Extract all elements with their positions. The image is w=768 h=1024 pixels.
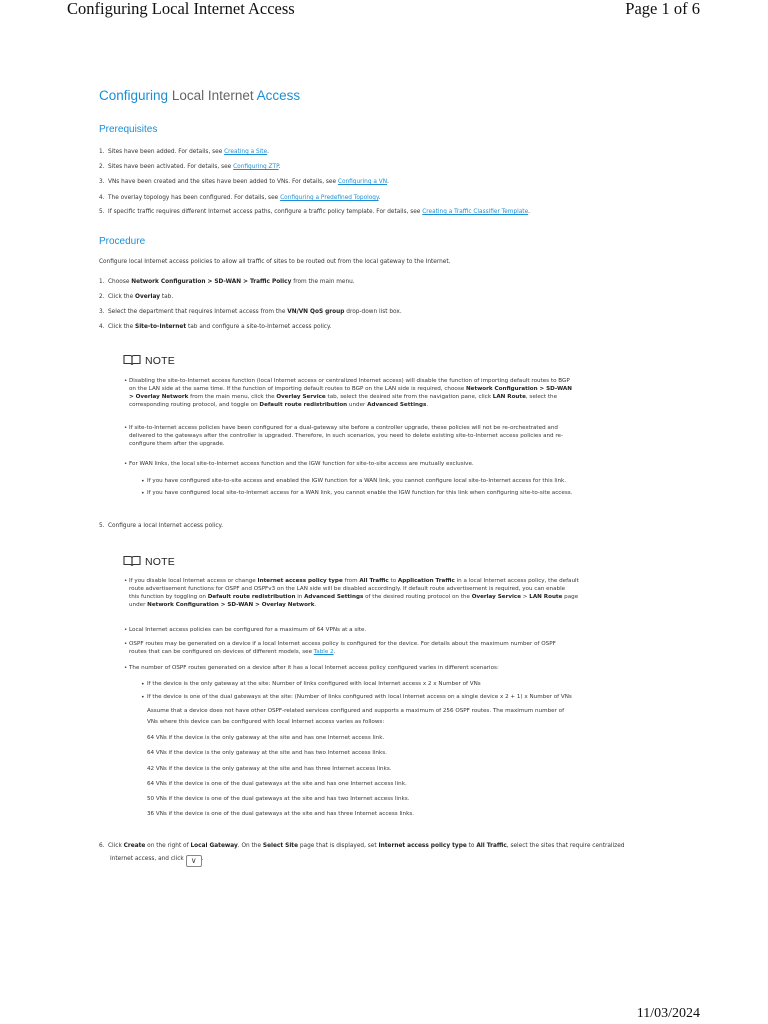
note2-sub-1: • If the device is the only gateway at the site: Number of links configured with local Internet access x 2 x Number of VNs (147, 681, 647, 689)
note2-bullet-2: • Local Internet access policies can be configured for a maximum of 64 VPNs at a site. (129, 627, 649, 635)
note-label: NOTE (145, 555, 175, 568)
chevron-down-icon[interactable]: ∨ (186, 855, 202, 867)
title-word-3: Access (256, 88, 301, 103)
note2-bullet-3: • OSPF routes may be generated on a device if a local Internet access policy is configured for the device. For details about the maximum number of OSPF routes that can be configured on devices of different models, see Table 2. (129, 641, 649, 657)
note1-bullet-3: • For WAN links, the local site-to-Internet access function and the IGW function for site-to-site access are mutually exclusive. (129, 461, 649, 469)
vn-row-6: 36 VNs if the device is one of the dual gateways at the site and has three Internet access links. (147, 811, 415, 817)
footer-date: 11/03/2024 (636, 1006, 700, 1021)
vn-row-5: 50 VNs if the device is one of the dual gateways at the site and has two Internet access links. (147, 796, 410, 802)
step-6: 6. Click Create on the right of Local Gateway. On the Select Site page that is displayed, set Internet access policy type to All Traffic, select the sites that require centralized Internet access, and click ∨ . (99, 843, 625, 865)
book-icon (123, 552, 141, 571)
title-word-1: Configuring (99, 88, 169, 103)
link-creating-site[interactable]: Creating a Site (224, 149, 268, 155)
link-configuring-vn[interactable]: Configuring a VN (337, 179, 388, 185)
link-predefined-topology[interactable]: Configuring a Predefined Topology (280, 195, 379, 201)
note1-sub-2: • If you have configured local site-to-Internet access for a WAN link, you cannot enable the IGW function for this link when configuring site-to-site access. (147, 490, 647, 498)
note2-sub-2: • If the device is one of the dual gateways at the site: (Number of links configured with local Internet access on a single device x 2 + 1) x Number of VNs (147, 694, 647, 702)
note2-bullet-1: • If you disable local Internet access or change Internet access policy type from All Traffic to Application Traffic in a local Internet access policy, the default route advertisement functions for OSPF and OSPFv3 on the LAN side will be disabled accordingly. If default route advertisement is required, you can enable this function by toggling on Default route redistribution in Advanced Settings of the desired routing protocol on the Overlay Service > LAN Route page under Network Configuration > SD-WAN > Overlay Network. (129, 578, 649, 610)
prereq-item-4: 4. The overlay topology has been configured. For details, see Configuring a Predefined Topology. (99, 195, 381, 201)
note-label: NOTE (145, 354, 175, 367)
document-title (99, 88, 300, 103)
prereq-item-3: 3. VNs have been created and the sites have been added to VNs. For details, see Configuring a VN. (99, 179, 389, 185)
step-4: 4. Click the Site-to-Internet tab and configure a site-to-Internet access policy. (99, 324, 332, 330)
procedure-intro: Configure local Internet access policies to allow all traffic of sites to be routed out from the local gateway to the Internet. (99, 259, 451, 265)
vn-row-3: 42 VNs if the device is the only gateway at the site and has three Internet access links. (147, 766, 392, 772)
prereq-item-2: 2. Sites have been activated. For details, see Configuring ZTP. (99, 164, 281, 170)
procedure-heading: Procedure (99, 236, 146, 247)
prereq-item-1: 1. Sites have been added. For details, see Creating a Site. (99, 149, 269, 155)
page-header-title: Configuring Local Internet Access (67, 0, 295, 18)
prerequisites-heading: Prerequisites (99, 124, 158, 135)
page-number: Page 1 of 6 (625, 0, 700, 18)
note2-indent-2: VNs where this device can be configured with local Internet access varies as follows: (147, 719, 385, 725)
step-5: 5. Configure a local Internet access policy. (99, 523, 224, 529)
vn-row-2: 64 VNs if the device is the only gateway at the site and has two Internet access links. (147, 750, 387, 756)
prereq-item-5: 5. If specific traffic requires different Internet access paths, configure a traffic policy template. For details, see Creating a Traffic Classifier Template. (99, 209, 530, 215)
note2-bullet-4: • The number of OSPF routes generated on a device after it has a local Internet access policy configured varies in different scenarios: (129, 665, 649, 673)
vn-row-1: 64 VNs if the device is the only gateway at the site and has one Internet access link. (147, 735, 385, 741)
link-configuring-ztp[interactable]: Configuring ZTP (233, 164, 279, 170)
note1-bullet-1: • Disabling the site-to-Internet access function (local Internet access or centralized Internet access) will disable the function of importing default routes to BGP on the LAN side at the same time. If the function of importing default routes to BGP on the LAN side is required, choose Network Configuration > SD-WAN > Overlay Network from the main menu, click the Overlay Service tab, select the desired site from the navigation pane, click LAN Route, select the corresponding routing protocol, and toggle on Default route redistribution under Advanced Settings. (129, 378, 649, 410)
note1-bullet-2: • If site-to-Internet access policies have been configured for a dual-gateway site before a controller upgrade, these policies will not be re-orchestrated and delivered to the gateways after the controller is upgraded. Therefore, in such scenarios, you need to delete existing site-to-Internet access policies and re- configure them after the upgrade. (129, 425, 649, 449)
link-traffic-classifier[interactable]: Creating a Traffic Classifier Template (422, 209, 529, 215)
note-header-2 (123, 552, 175, 571)
title-word-2: Local Internet (171, 88, 254, 103)
book-icon (123, 351, 141, 370)
note-header-1 (123, 351, 175, 370)
step-3: 3. Select the department that requires Internet access from the VN/VN QoS group drop-down list box. (99, 309, 402, 315)
vn-row-4: 64 VNs if the device is one of the dual gateways at the site and has one Internet access link. (147, 781, 407, 787)
note2-indent-1: Assume that a device does not have other OSPF-related services configured and supports a maximum of 256 OSPF routes. The maximum number of (147, 708, 565, 714)
link-table-2[interactable]: Table 2 (313, 648, 334, 655)
step-1: 1. Choose Network Configuration > SD-WAN > Traffic Policy from the main menu. (99, 279, 355, 285)
step-2: 2. Click the Overlay tab. (99, 294, 174, 300)
note1-sub-1: • If you have configured site-to-site access and enabled the IGW function for a WAN link, you cannot configure local site-to-Internet access for this link. (147, 478, 647, 486)
